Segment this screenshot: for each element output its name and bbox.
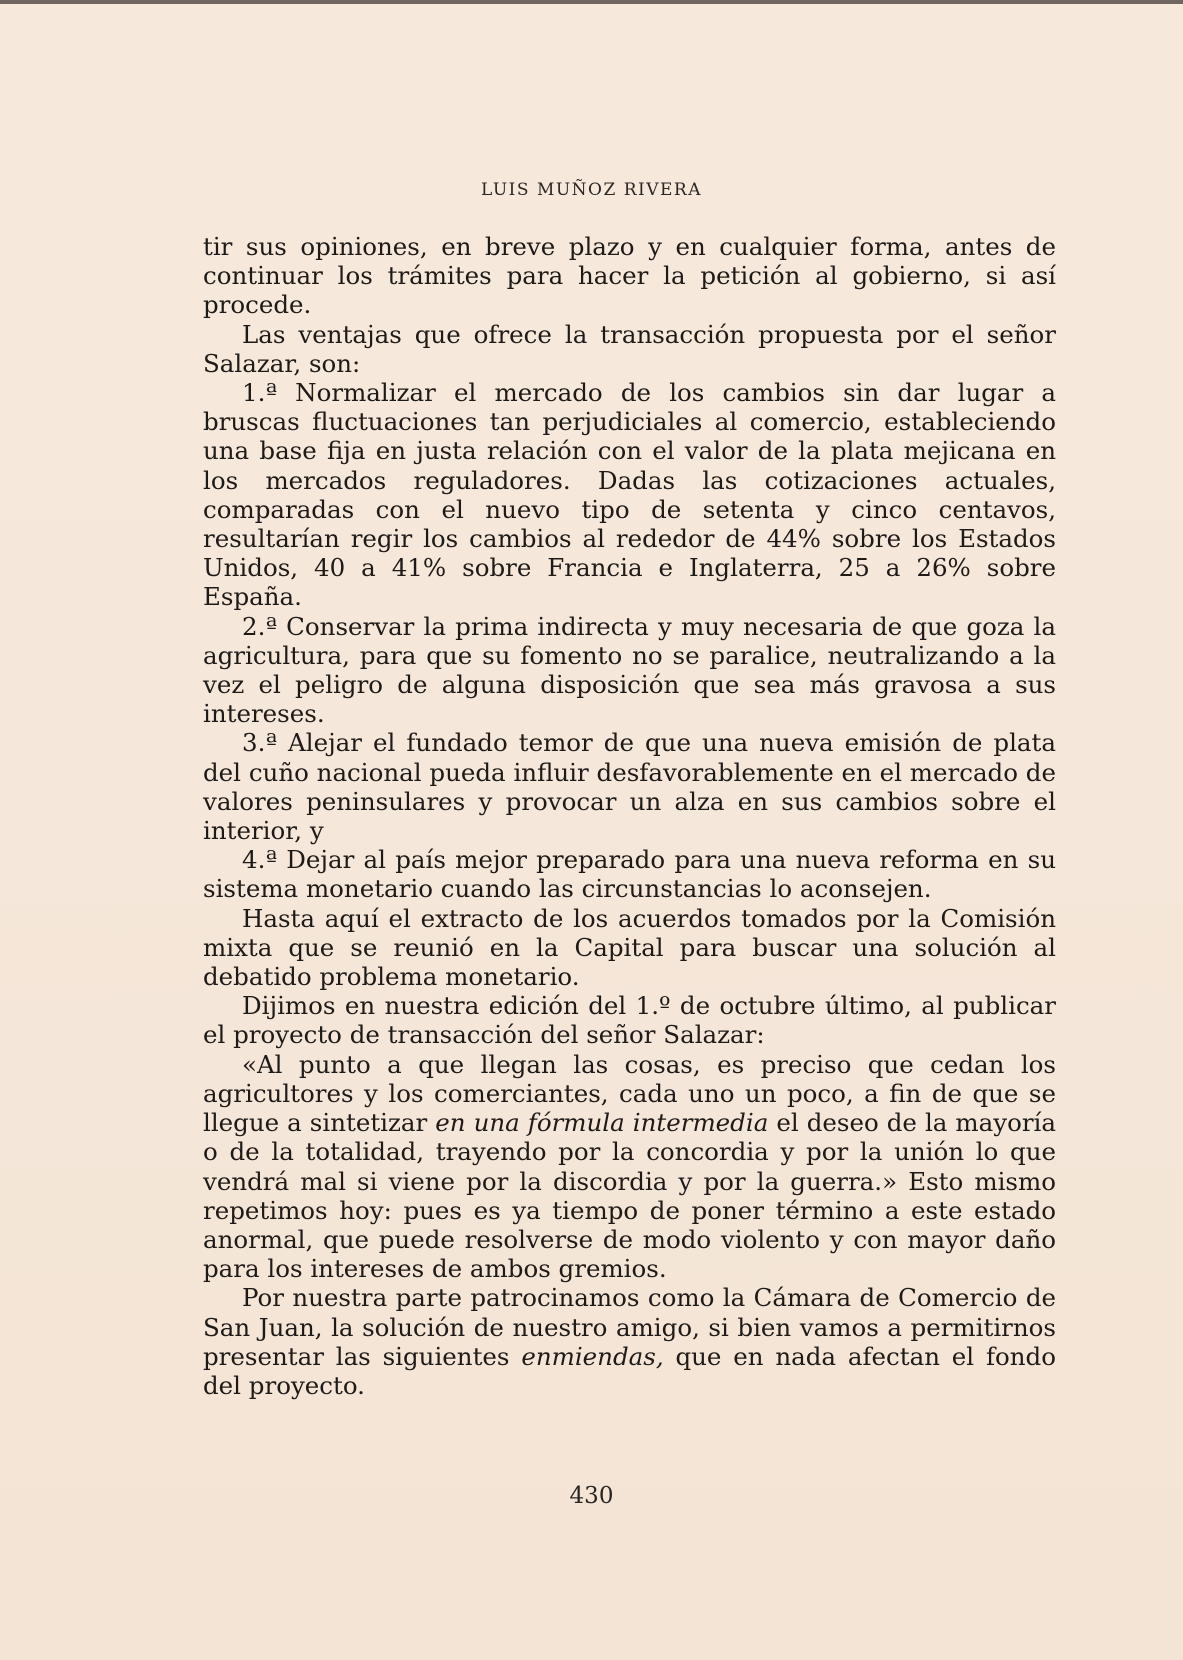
paragraph [203,1283,1056,1400]
list-item-2: 2.ª Conservar la prima indirecta y muy necesaria de que goza la agricultura, para que su fomento no se paralice, neutralizando a la vez el peligro de alguna disposición que sea más gravosa a sus intereses. [203,611,1056,729]
italic-word: enmiendas, [521,1341,664,1371]
paragraph: Dijimos en nuestra edición del 1.º de octubre último, al publicar el proyecto de transacción del señor Salazar: [203,991,1056,1050]
list-item-1: 1.ª Normalizar el mercado de los cambios sin dar lugar a bruscas fluctuaciones tan perjudiciales al comercio, estableciendo una base fija en justa relación con el valor de la plata mejicana en los mercados reguladores. Dadas las cotizaciones actuales, comparadas con el nuevo tipo de setenta y cinco centavos, resultarían regir los cambios al rededor de 44% sobre los Estados Unidos, 40 a 41% sobre Francia e Inglaterra, 25 a 26% sobre España. [203,378,1056,612]
running-head: LUIS MUÑOZ RIVERA [481,180,702,200]
text-run: que en nada afectan el fondo del proyecto. [203,1341,1056,1400]
paragraph-continuation: tir sus opiniones, en breve plazo y en cualquier forma, antes de continuar los trámites para hacer la petición al gobierno, si así procede. [203,232,1056,320]
text-run: «Al punto a que llegan las cosas, es preciso que cedan los agricultores y los comerciantes, cada uno un poco, a fin de que se llegue a sintetizar [203,1049,1056,1138]
body-text [203,232,1056,1400]
list-item-4: 4.ª Dejar al país mejor preparado para una nueva reforma en su sistema monetario cuando las circunstancias lo aconsejen. [203,845,1056,904]
paragraph: Hasta aquí el extracto de los acuerdos tomados por la Comisión mixta que se reunió en la Capital para buscar una solución al debatido problema monetario. [203,903,1056,992]
page-number: 430 [569,1483,614,1509]
text-run: el deseo de la mayoría o de la totalidad, trayendo por la concordia y por la unión lo que vendrá mal si viene por la discordia y por la guerra.» Esto mismo repetimos hoy: pues es ya tiempo de poner término a este estado anormal, que puede resolverse de modo violento y con mayor daño para los intereses de ambos gremios. [203,1108,1056,1284]
list-item-3: 3.ª Alejar el fundado temor de que una nueva emisión de plata del cuño nacional pueda influir desfavorablemente en el mercado de valores peninsulares y provocar un alza en sus cambios sobre el interior, y [203,728,1056,846]
text-run: Por nuestra parte patrocinamos como la Cámara de Comercio de San Juan, la solución de nuestro amigo, si bien vamos a permitirnos presentar las siguientes [203,1283,1056,1371]
scan-top-edge [0,0,1183,4]
paragraph: Las ventajas que ofrece la transacción propuesta por el señor Salazar, son: [203,319,1056,378]
quote-paragraph [203,1050,1056,1284]
italic-phrase: en una fórmula intermedia [435,1108,769,1138]
